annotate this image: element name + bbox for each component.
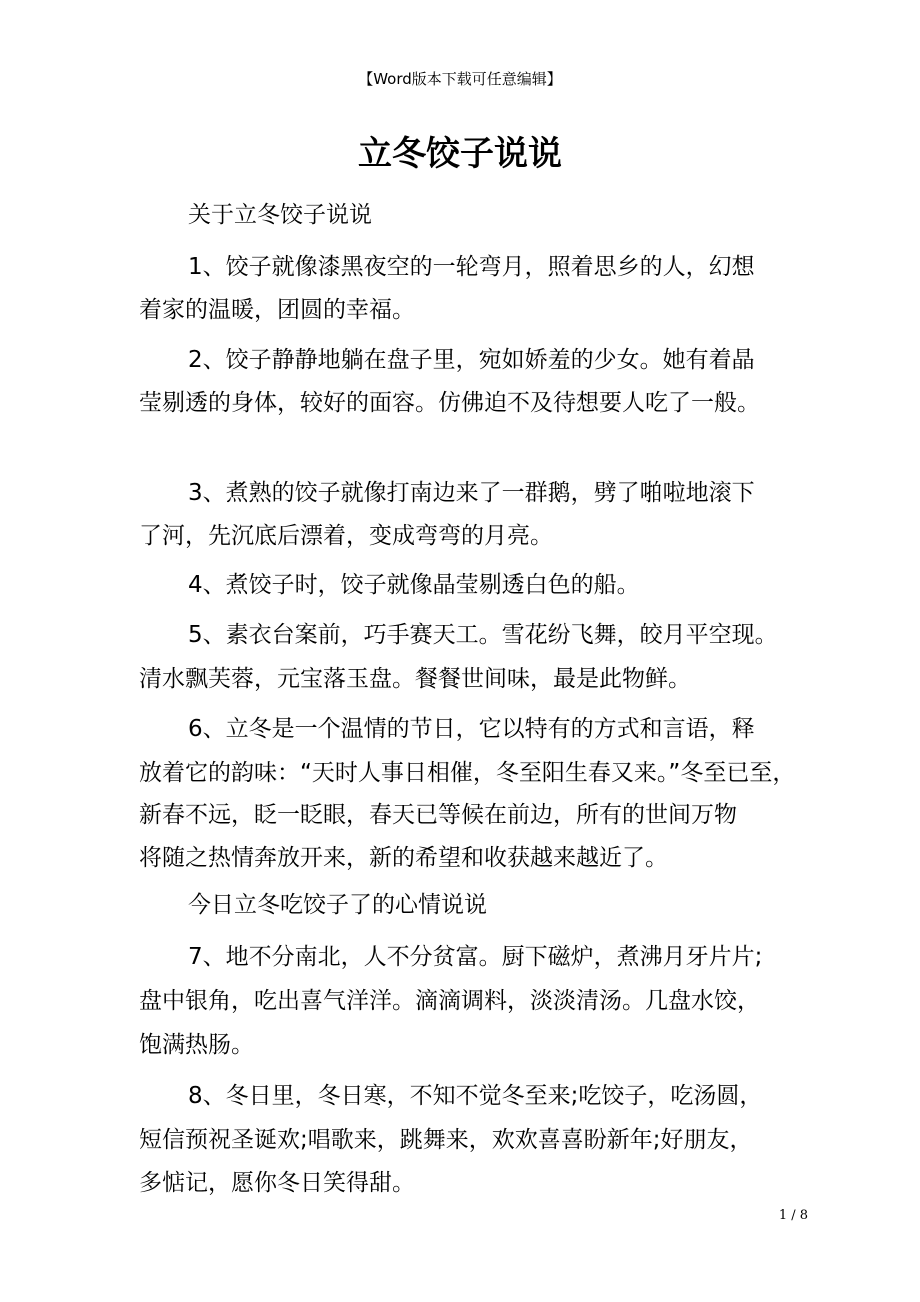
paragraph-line: 了河，先沉底后漂着，变成弯弯的月亮。 <box>139 523 553 549</box>
paragraph-line: 6、立冬是一个温情的节日，它以特有的方式和言语，释 <box>188 716 755 742</box>
section-heading: 关于立冬饺子说说 <box>188 202 372 228</box>
paragraph-line: 1、饺子就像漆黑夜空的一轮弯月，照着思乡的人，幻想 <box>188 254 755 280</box>
paragraph-line: 新春不远，眨一眨眼，春天已等候在前边，所有的世间万物 <box>139 802 737 828</box>
page-header: 【Word版本下载可任意编辑】 <box>358 70 562 88</box>
paragraph-line: 饱满热肠。 <box>139 1032 254 1058</box>
paragraph-line: 盘中银角，吃出喜气洋洋。滴滴调料，淡淡清汤。几盘水饺， <box>139 988 760 1014</box>
paragraph-line: 清水飘芙蓉，元宝落玉盘。餐餐世间味，最是此物鲜。 <box>139 666 691 692</box>
paragraph-line: 7、地不分南北，人不分贫富。厨下磁炉，煮沸月牙片片; <box>188 944 763 970</box>
paragraph-line: 3、煮熟的饺子就像打南边来了一群鹅，劈了啪啦地滚下 <box>188 480 755 506</box>
paragraph-line: 放着它的韵味：“天时人事日相催，冬至阳生春又来。”冬至已至， <box>139 760 796 786</box>
page-number: 1 / 8 <box>778 1208 808 1223</box>
paragraph-line: 莹剔透的身体，较好的面容。仿佛迫不及待想要人吃了一般。 <box>139 390 760 416</box>
paragraph-line: 4、煮饺子时，饺子就像晶莹剔透白色的船。 <box>188 572 640 598</box>
paragraph-line: 着家的温暖，团圆的幸福。 <box>139 297 415 323</box>
paragraph-line: 2、饺子静静地躺在盘子里，宛如娇羞的少女。她有着晶 <box>188 347 755 373</box>
paragraph-line: 将随之热情奔放开来，新的希望和收获越来越近了。 <box>139 845 668 871</box>
paragraph-line: 短信预祝圣诞欢;唱歌来，跳舞来，欢欢喜喜盼新年;好朋友， <box>139 1127 753 1153</box>
document-title: 立冬饺子说说 <box>358 134 562 174</box>
paragraph-line: 多惦记，愿你冬日笑得甜。 <box>139 1170 415 1196</box>
paragraph-line: 8、冬日里，冬日寒，不知不觉冬至来;吃饺子，吃汤圆， <box>188 1083 763 1109</box>
paragraph-line: 5、素衣台案前，巧手赛天工。雪花纷飞舞，皎月平空现。 <box>188 622 778 648</box>
section-heading: 今日立冬吃饺子了的心情说说 <box>188 892 487 918</box>
